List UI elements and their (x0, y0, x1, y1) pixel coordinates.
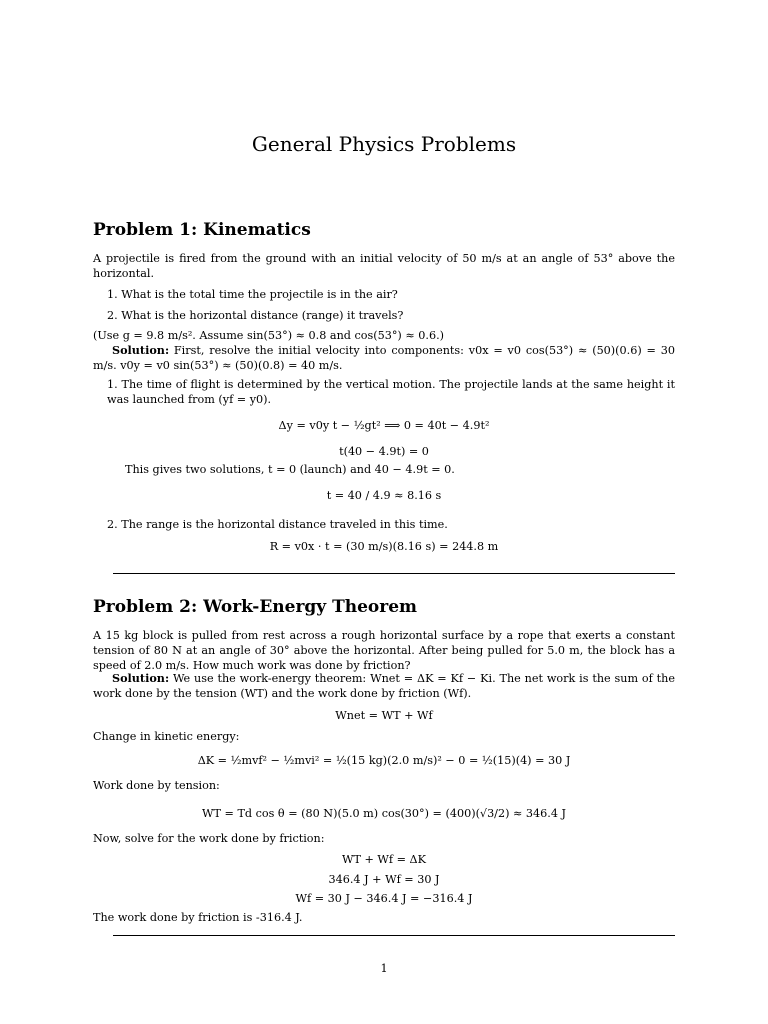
problem-1-intro: A projectile is fired from the ground with an initial velocity of 50 m/s at an angle of 53° above the horizontal. (93, 252, 675, 280)
problem-1-two-solutions: This gives two solutions, t = 0 (launch) and 40 − 4.9t = 0. (125, 463, 455, 476)
problem-2-ke-label: Change in kinetic energy: (93, 730, 240, 743)
problem-1-heading: Problem 1: Kinematics (93, 220, 311, 240)
problem-1-step-1: 1. The time of flight is determined by the vertical motion. The projectile lands at the same height it was launched from (yf = y0). (107, 378, 675, 406)
problem-2-equation-2: ΔK = ½mvf² − ½mvi² = ½(15 kg)(2.0 m/s)² − 0 = ½(15)(4) = 30 J (197, 754, 571, 767)
problem-2-solution (93, 671, 675, 701)
problem-2-equation-6: Wf = 30 J − 346.4 J = −316.4 J (295, 892, 473, 905)
problem-1-question-1: 1. What is the total time the projectile is in the air? (107, 288, 398, 301)
problem-2-intro: A 15 kg block is pulled from rest across a rough horizontal surface by a rope that exerts a constant tension of 80 N at an angle of 30° above the horizontal. After being pulled for 5.0 m, the block has a speed of 2.0 m/s. How much work was done by friction? (93, 629, 675, 672)
problem-2-heading: Problem 2: Work-Energy Theorem (93, 597, 418, 617)
problem-2-conclusion: The work done by friction is -316.4 J. (93, 911, 303, 924)
problem-2-equation-5: 346.4 J + Wf = 30 J (328, 873, 440, 886)
document-title: General Physics Problems (251, 132, 517, 156)
problem-1-question-2: 2. What is the horizontal distance (range) it travels? (107, 309, 404, 322)
problem-1-solution (93, 343, 675, 373)
problem-2-equation-1: Wnet = WT + Wf (335, 709, 433, 722)
problem-1-equation-1: Δy = v0y t − ½gt² ⟹ 0 = 40t − 4.9t² (278, 419, 490, 432)
problem-1-equation-2: t(40 − 4.9t) = 0 (339, 445, 429, 458)
page-number: 1 (380, 962, 388, 975)
solution-label: Solution: (112, 343, 170, 357)
problem-2-tension-label: Work done by tension: (93, 779, 220, 792)
section-divider (113, 573, 675, 574)
problem-1-note: (Use g = 9.8 m/s². Assume sin(53°) ≈ 0.8 and cos(53°) ≈ 0.6.) (93, 329, 444, 342)
section-divider (113, 935, 675, 936)
problem-2-equation-4: WT + Wf = ΔK (341, 853, 426, 866)
problem-1-equation-3: t = 40 / 4.9 ≈ 8.16 s (326, 489, 442, 502)
solution-text: First, resolve the initial velocity into components: v0x = v0 cos(53°) ≈ (50)(0.6) = 30 m/s. v0y = v0 sin(53°) ≈ (50)(0.8) = 40 m/s. (93, 344, 675, 372)
problem-2-equation-3: WT = Td cos θ = (80 N)(5.0 m) cos(30°) = (400)(√3/2) ≈ 346.4 J (202, 807, 566, 820)
problem-1-equation-4: R = v0x · t = (30 m/s)(8.16 s) = 244.8 m (269, 540, 499, 553)
solution-label: Solution: (112, 671, 170, 685)
problem-1-step-2: 2. The range is the horizontal distance traveled in this time. (107, 518, 448, 531)
solution-text: We use the work-energy theorem: Wnet = ΔK = Kf − Ki. The net work is the sum of the work done by the tension (WT) and the work done by friction (Wf). (93, 672, 675, 700)
problem-2-friction-label: Now, solve for the work done by friction: (93, 832, 325, 845)
